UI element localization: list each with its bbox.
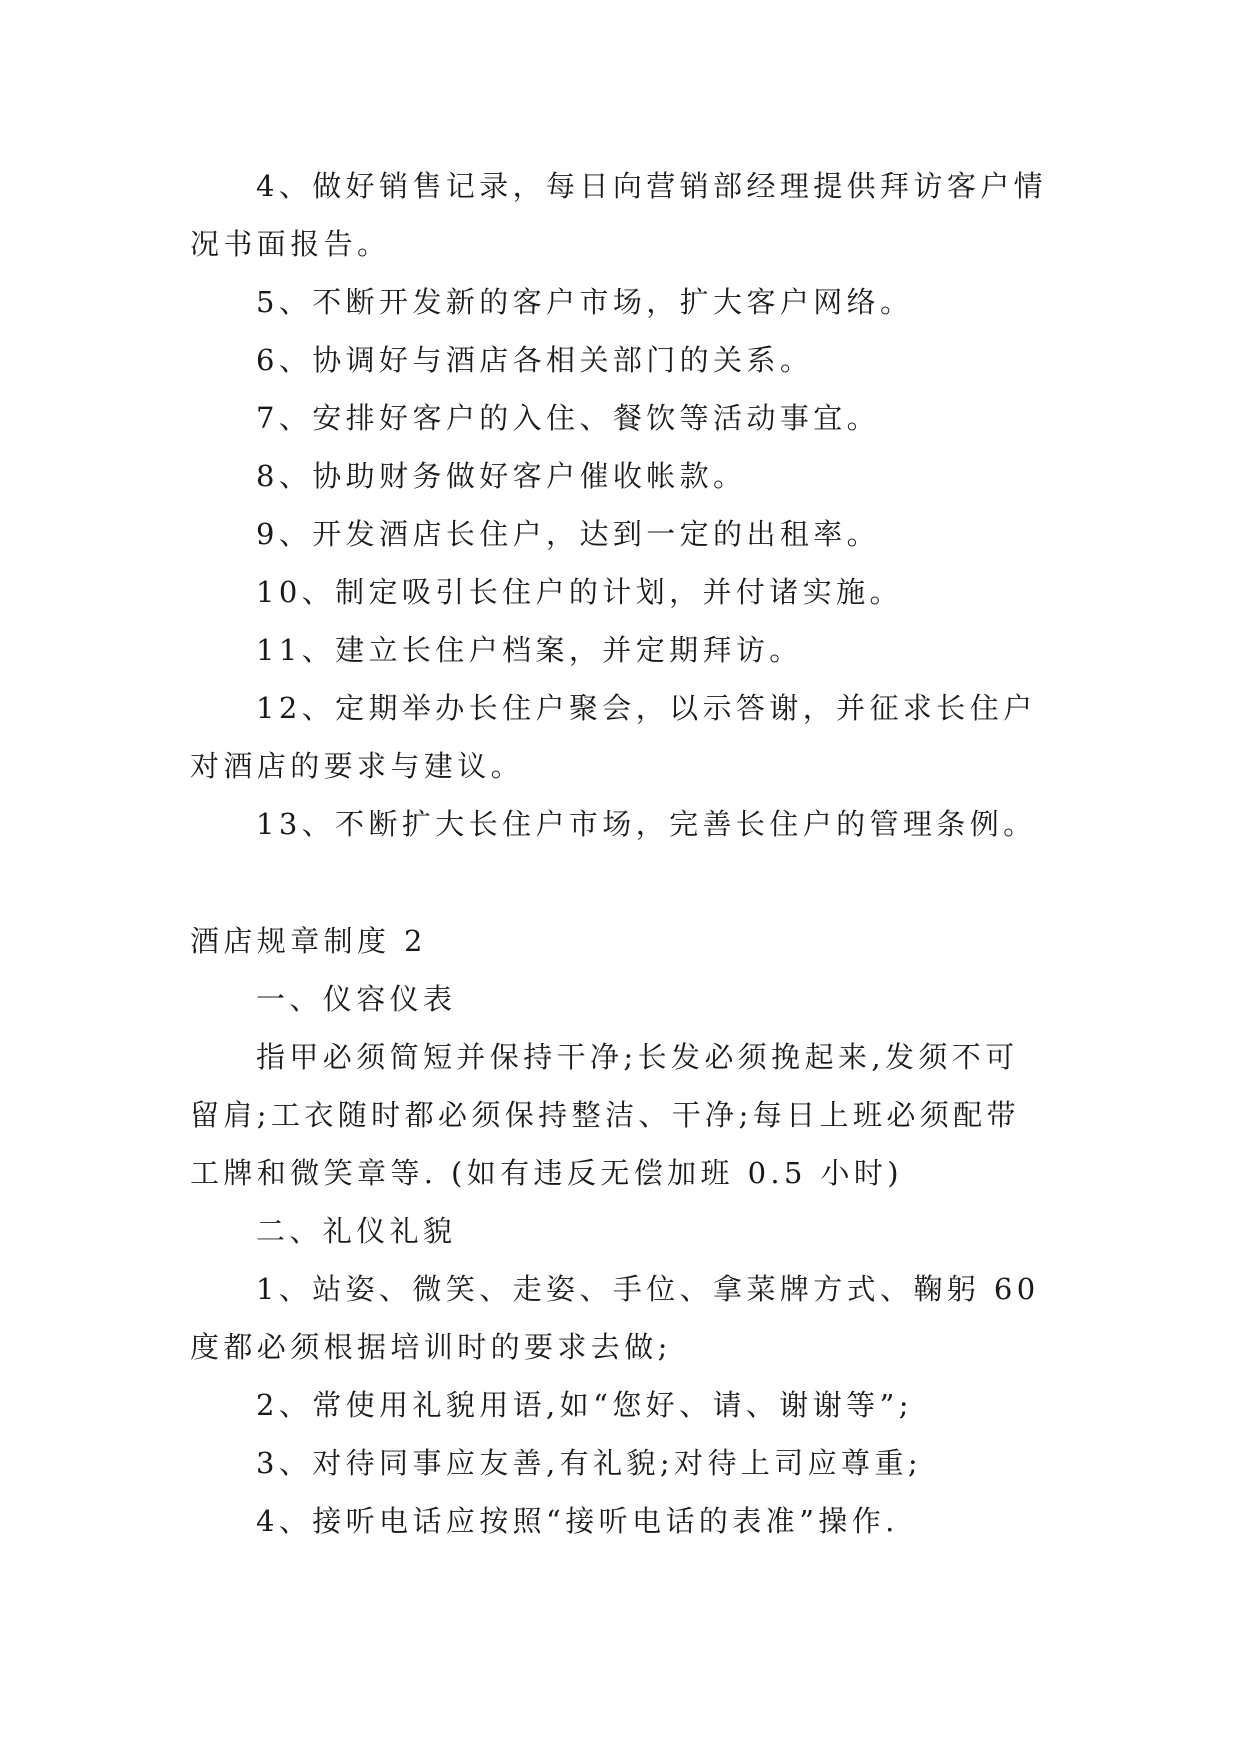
list-item: 3、对待同事应友善,有礼貌;对待上司应尊重; — [256, 1446, 923, 1480]
list-item: 10、制定吸引长住户的计划，并付诸实施。 — [256, 575, 903, 609]
list-item: 6、协调好与酒店各相关部门的关系。 — [256, 343, 814, 377]
heading-etiquette: 二、礼仪礼貌 — [256, 1214, 457, 1248]
list-item: 8、协助财务做好客户催收帐款。 — [256, 459, 747, 493]
list-item: 9、开发酒店长住户，达到一定的出租率。 — [256, 517, 881, 551]
list-item: 5、不断开发新的客户市场，扩大客户网络。 — [256, 285, 914, 319]
list-item: 13、不断扩大长住户市场，完善长住户的管理条例。 — [256, 807, 1037, 841]
section-title: 酒店规章制度 2 — [190, 924, 427, 958]
list-item: 4、做好销售记录，每日向营销部经理提供拜访客户情况书面报告。 — [190, 169, 1048, 261]
list-item: 2、常使用礼貌用语,如“您好、请、谢谢等”; — [256, 1388, 913, 1422]
duties-list — [190, 157, 1050, 853]
list-item: 12、定期举办长住户聚会，以示答谢，并征求长住户对酒店的要求与建议。 — [190, 691, 1037, 783]
regulations-section — [190, 912, 1050, 1550]
appearance-rule: 指甲必须简短并保持干净;长发必须挽起来,发须不可留肩;工衣随时都必须保持整洁、干净;每日上班必须配带工牌和微笑章等. (如有违反无偿加班 0.5 小时) — [190, 1040, 1020, 1190]
list-item: 11、建立长住户档案，并定期拜访。 — [256, 633, 803, 667]
list-item: 4、接听电话应按照“接听电话的表准”操作. — [256, 1504, 899, 1538]
list-item: 1、站姿、微笑、走姿、手位、拿菜牌方式、鞠躬 60 度都必须根据培训时的要求去做; — [190, 1272, 1040, 1364]
heading-appearance: 一、仪容仪表 — [256, 982, 457, 1016]
list-item: 7、安排好客户的入住、餐饮等活动事宜。 — [256, 401, 881, 435]
